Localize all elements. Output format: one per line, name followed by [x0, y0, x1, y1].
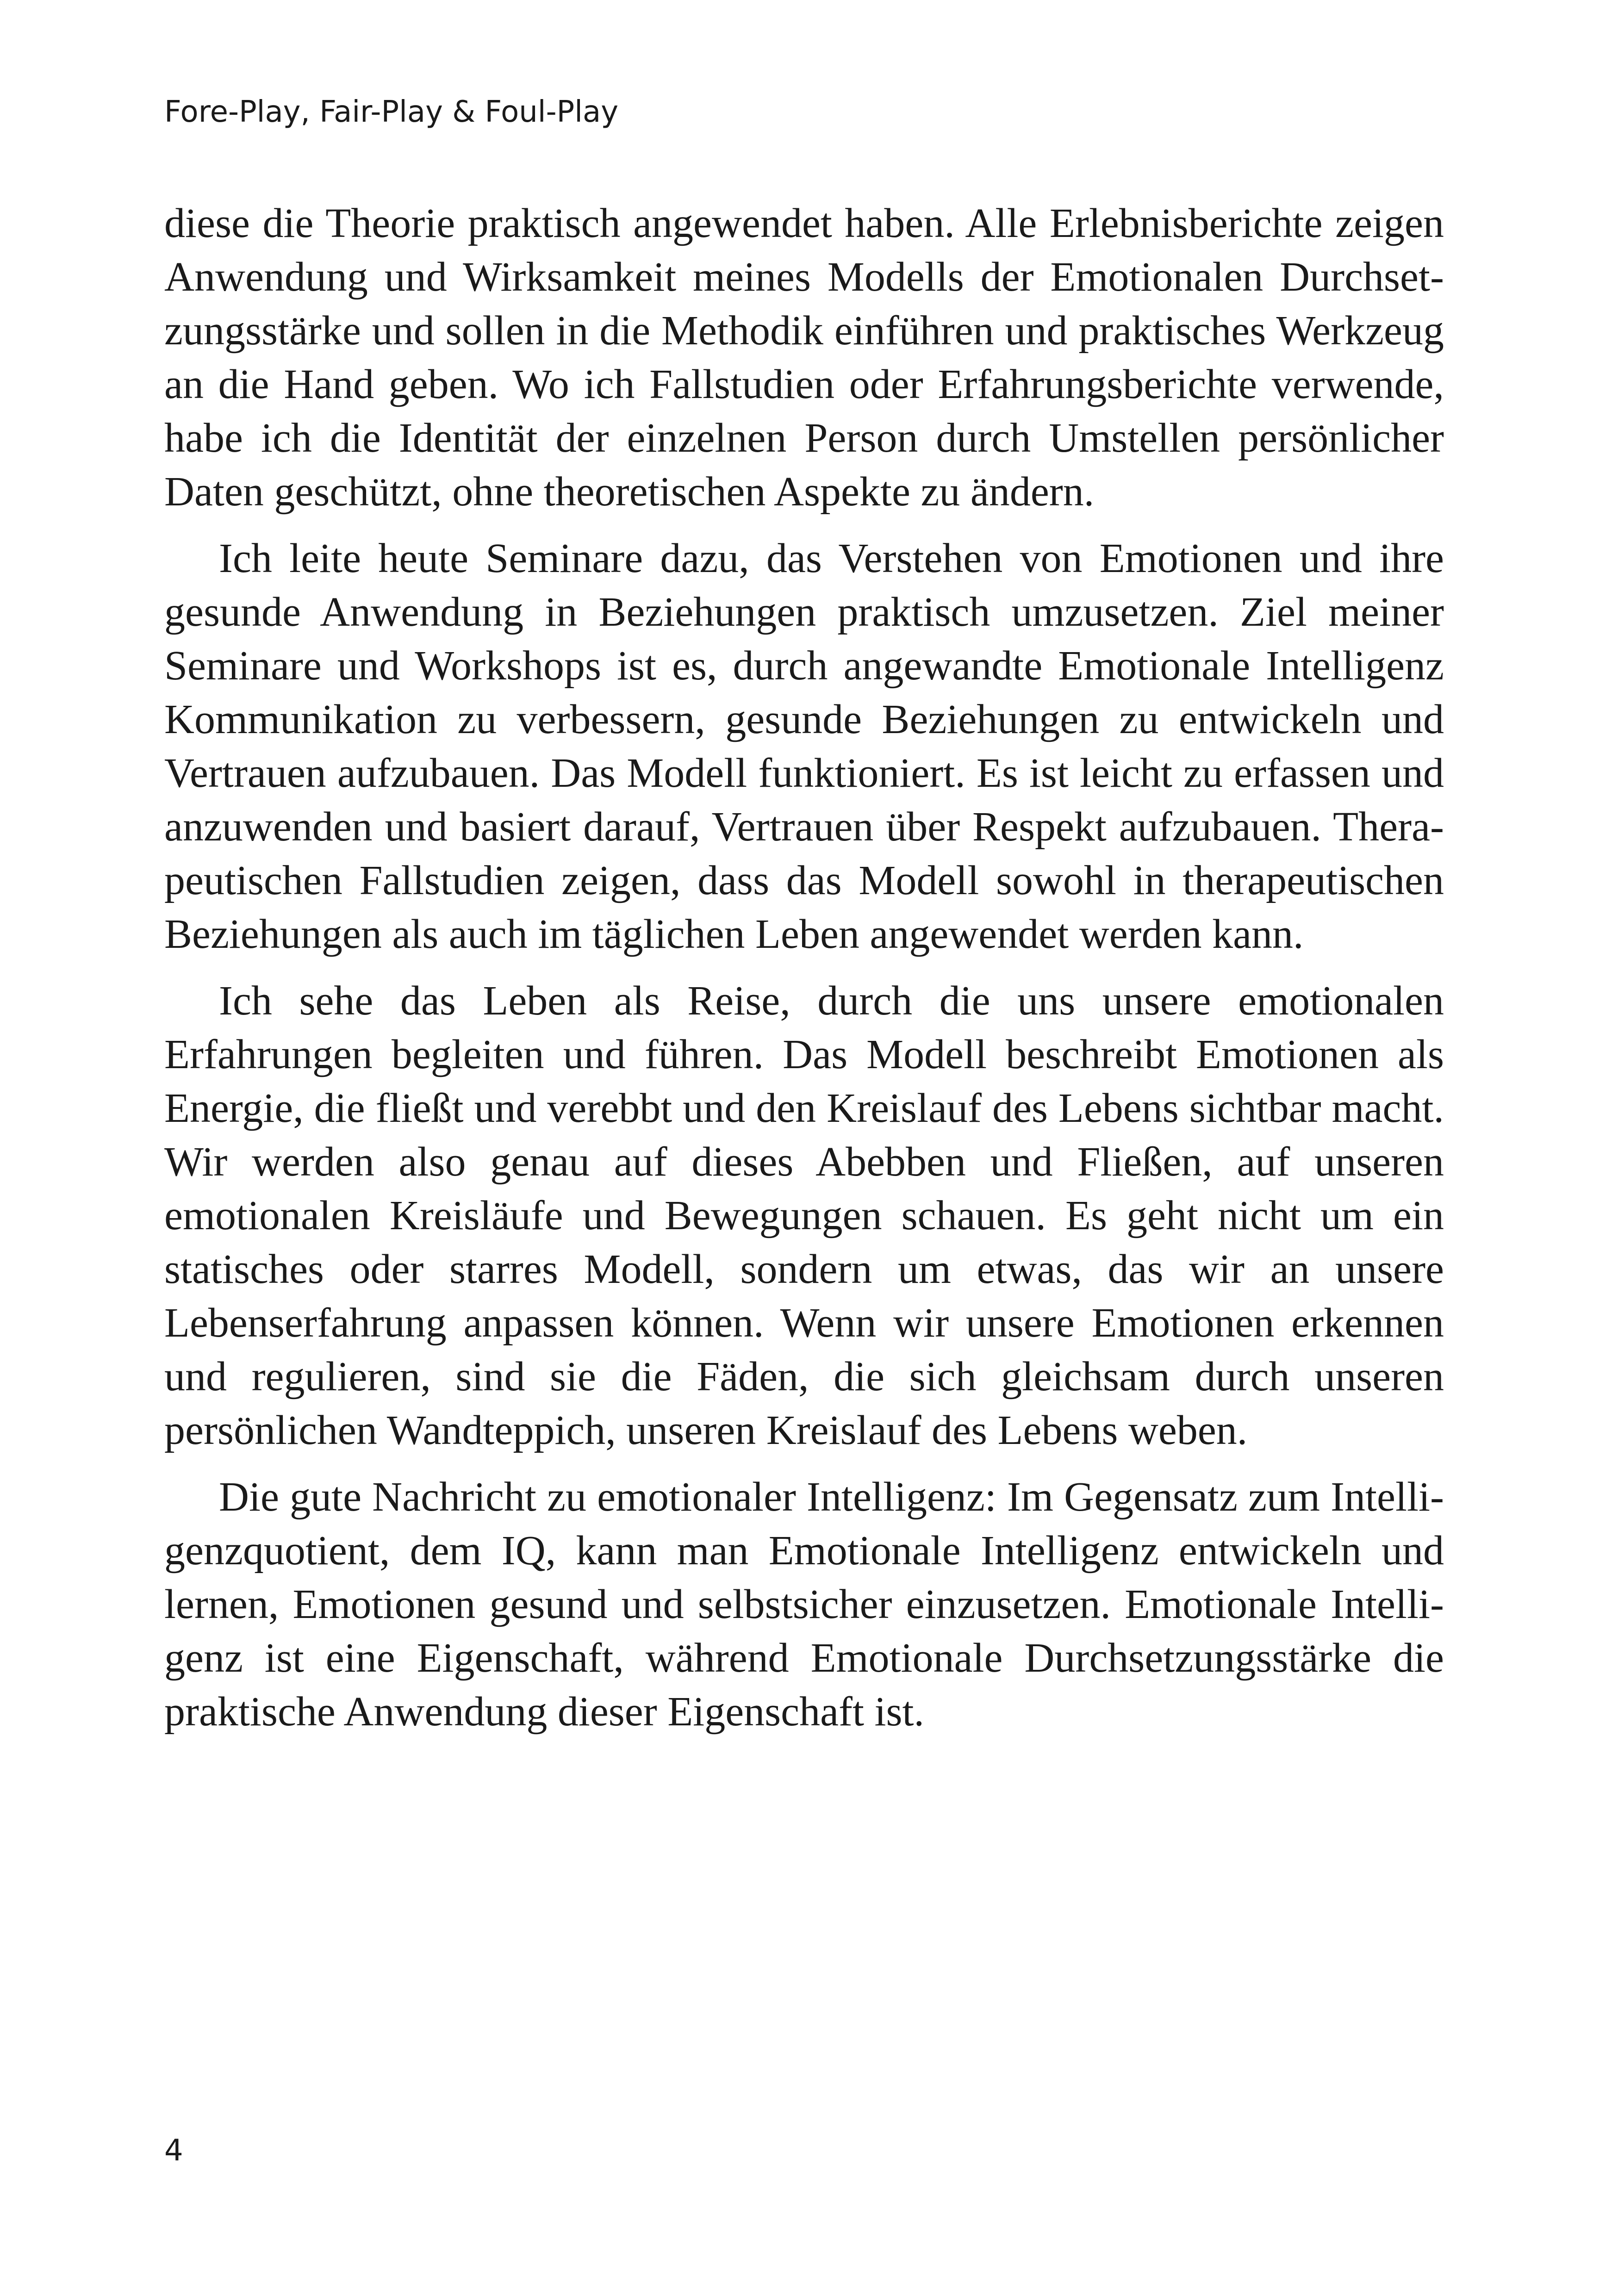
running-header: Fore-Play, Fair-Play & Foul-Play [164, 95, 619, 129]
paragraph-2: Ich leite heute Seminare dazu, das Verstehen von Emotionen und ihre gesunde Anwendung in Beziehungen praktisch umzusetzen. Ziel meiner Seminare und Workshops ist es, durch angewandte Emotionale Intelligenz Kommunikation zu verbessern, gesunde Beziehungen zu entwickeln und Vertrauen aufzubauen. Das Modell funktioniert. Es ist leicht zu erfassen und anzuwenden und basiert darauf, Vertrauen über Respekt aufzubauen. Therapeutischen Fallstudien zeigen, dass das Modell sowohl in therapeutischen Beziehungen als auch im täglichen Leben angewendet werden kann. [164, 535, 1444, 957]
paragraph-3: Ich sehe das Leben als Reise, durch die uns unsere emotionalen Erfahrungen begleiten und führen. Das Modell beschreibt Emotionen als Energie, die fließt und verebbt und den Kreislauf des Lebens sichtbar macht. Wir werden also genau auf dieses Abebben und Fließen, auf unseren emotionalen Kreisläufe und Bewegungen schauen. Es geht nicht um ein statisches oder starres Modell, sondern um etwas, das wir an unsere Lebenserfahrung anpassen können. Wenn wir unsere Emotionen erkennen und regulieren, sind sie die Fäden, die sich gleichsam durch unseren persönlichen Wandteppich, unseren Kreislauf des Lebens weben. [164, 978, 1444, 1453]
paragraph-1: diese die Theorie praktisch angewendet haben. Alle Erlebnisberichte zeigen Anwendung und Wirksamkeit meines Modells der Emotionalen Durchsetzungsstärke und sollen in die Methodik einführen und praktisches Werkzeug an die Hand geben. Wo ich Fallstudien oder Erfahrungsberichte verwende, habe ich die Identität der einzelnen Person durch Umstellen persönlicher Daten geschützt, ohne theoretischen Aspekte zu ändern. [164, 200, 1444, 515]
paragraph-4: Die gute Nachricht zu emotionaler Intelligenz: Im Gegensatz zum Intelligenzquotient, dem IQ, kann man Emotionale Intelligenz entwickeln und lernen, Emotionen gesund und selbstsicher einzusetzen. Emotionale Intelligenz ist eine Eigenschaft, während Emotionale Durchsetzungsstärke die praktische Anwendung dieser Eigenschaft ist. [164, 1474, 1444, 1735]
body-text [164, 197, 1444, 1739]
page-number: 4 [164, 2134, 183, 2168]
